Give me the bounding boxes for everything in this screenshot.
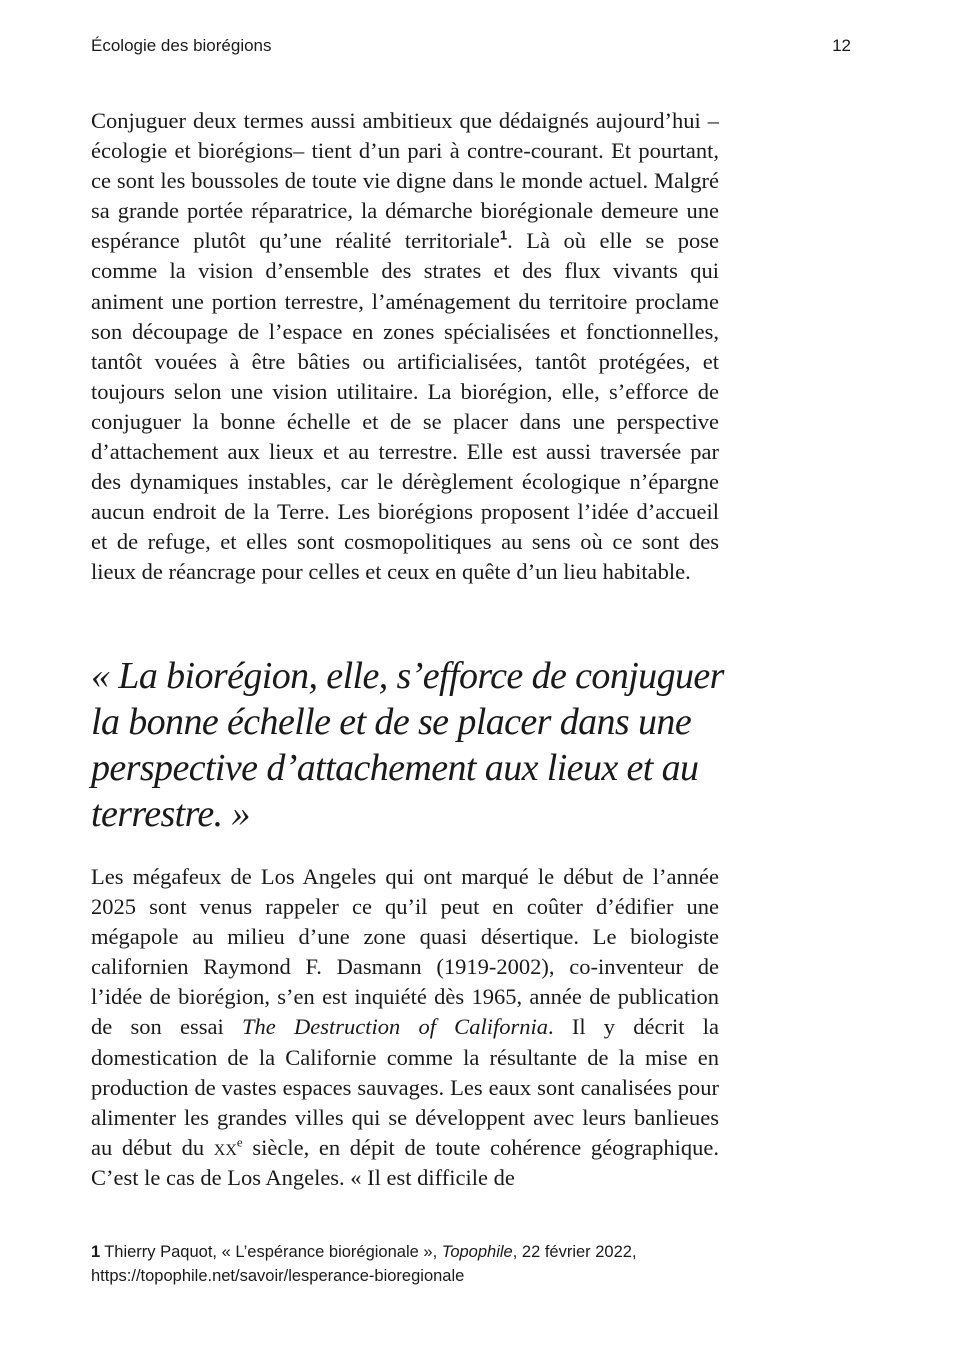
- paragraph-2-text-b: . Il y décrit la domestication de la Californie comme la résultante de la mise en production de vastes espaces sauvages. Les eaux sont canalisées pour alimenter les grandes villes qui se développent avec leurs banlieues au début du: [91, 1014, 719, 1160]
- footnote-url[interactable]: https://topophile.net/savoir/lesperance-bioregionale: [91, 1267, 465, 1285]
- paragraph-1-text-b: . Là où elle se pose comme la vision d’ensemble des strates et des flux vivants qui animent une portion terrestre, l’aménagement du territoire proclame son découpage de l’espace en zones spécialisées et fonctionnelles, tantôt vouées à être bâties ou artificialisées, tantôt protégées, et toujours selon une vision utilitaire. La biorégion, elle, s’efforce de conjuguer la bonne échelle et de se placer dans une perspective d’attachement aux lieux et au terrestre. Elle est aussi traversée par des dynamiques instables, car le dérèglement écologique n’épargne aucun endroit de la Terre. Les biorégions proposent l’idée d’accueil et de refuge, et elles sont cosmopolitiques au sens où ce sont des lieux de réancrage pour celles et ceux en quête d’un lieu habitable.: [91, 228, 719, 585]
- page-number: 12: [832, 36, 851, 55]
- footnote-author: Thierry Paquot, « L’espérance biorégionale »,: [104, 1243, 442, 1261]
- running-head: [91, 34, 851, 60]
- footnote-number: 1: [91, 1243, 101, 1261]
- footnote-reference[interactable]: 1: [499, 227, 508, 243]
- footnote-date: , 22 février 2022,: [512, 1243, 637, 1261]
- century-suffix: e: [236, 1134, 243, 1150]
- pull-quote: « La biorégion, elle, s’efforce de conjuguer la bonne échelle et de se placer dans une perspective d’attachement aux lieux et au terrestre. »: [91, 655, 724, 835]
- century-numeral: xx: [213, 1134, 237, 1160]
- body-paragraph-1: [91, 106, 719, 588]
- paragraph-2-text-c: siècle, en dépit de toute cohérence géographique. C’est le cas de Los Angeles. « Il est difficile de: [91, 1134, 719, 1190]
- footnote-source: Topophile: [441, 1243, 513, 1261]
- paragraph-1-text-a: Conjuguer deux termes aussi ambitieux que dédaignés aujourd’hui –écologie et biorégions– tient d’un pari à contre-courant. Et pourtant, ce sont les boussoles de toute vie digne dans le monde actuel. Malgré sa grande portée réparatrice, la démarche biorégionale demeure une espérance plutôt qu’une réalité territoriale: [91, 108, 719, 254]
- running-title: Écologie des biorégions: [91, 36, 272, 55]
- body-paragraph-2: [91, 862, 719, 1193]
- book-title: The Destruction of California: [241, 1014, 548, 1040]
- paragraph-2-text-a: Les mégafeux de Los Angeles qui ont marqué le début de l’année 2025 sont venus rappeler ce qu’il peut en coûter d’édifier une mégapole au milieu d’une zone quasi désertique. Le biologiste californien Raymond F. Dasmann (1919-2002), co-inventeur de l’idée de biorégion, s’en est inquiété dès 1965, année de publication de son essai: [91, 864, 719, 1040]
- footnote: [91, 1240, 731, 1288]
